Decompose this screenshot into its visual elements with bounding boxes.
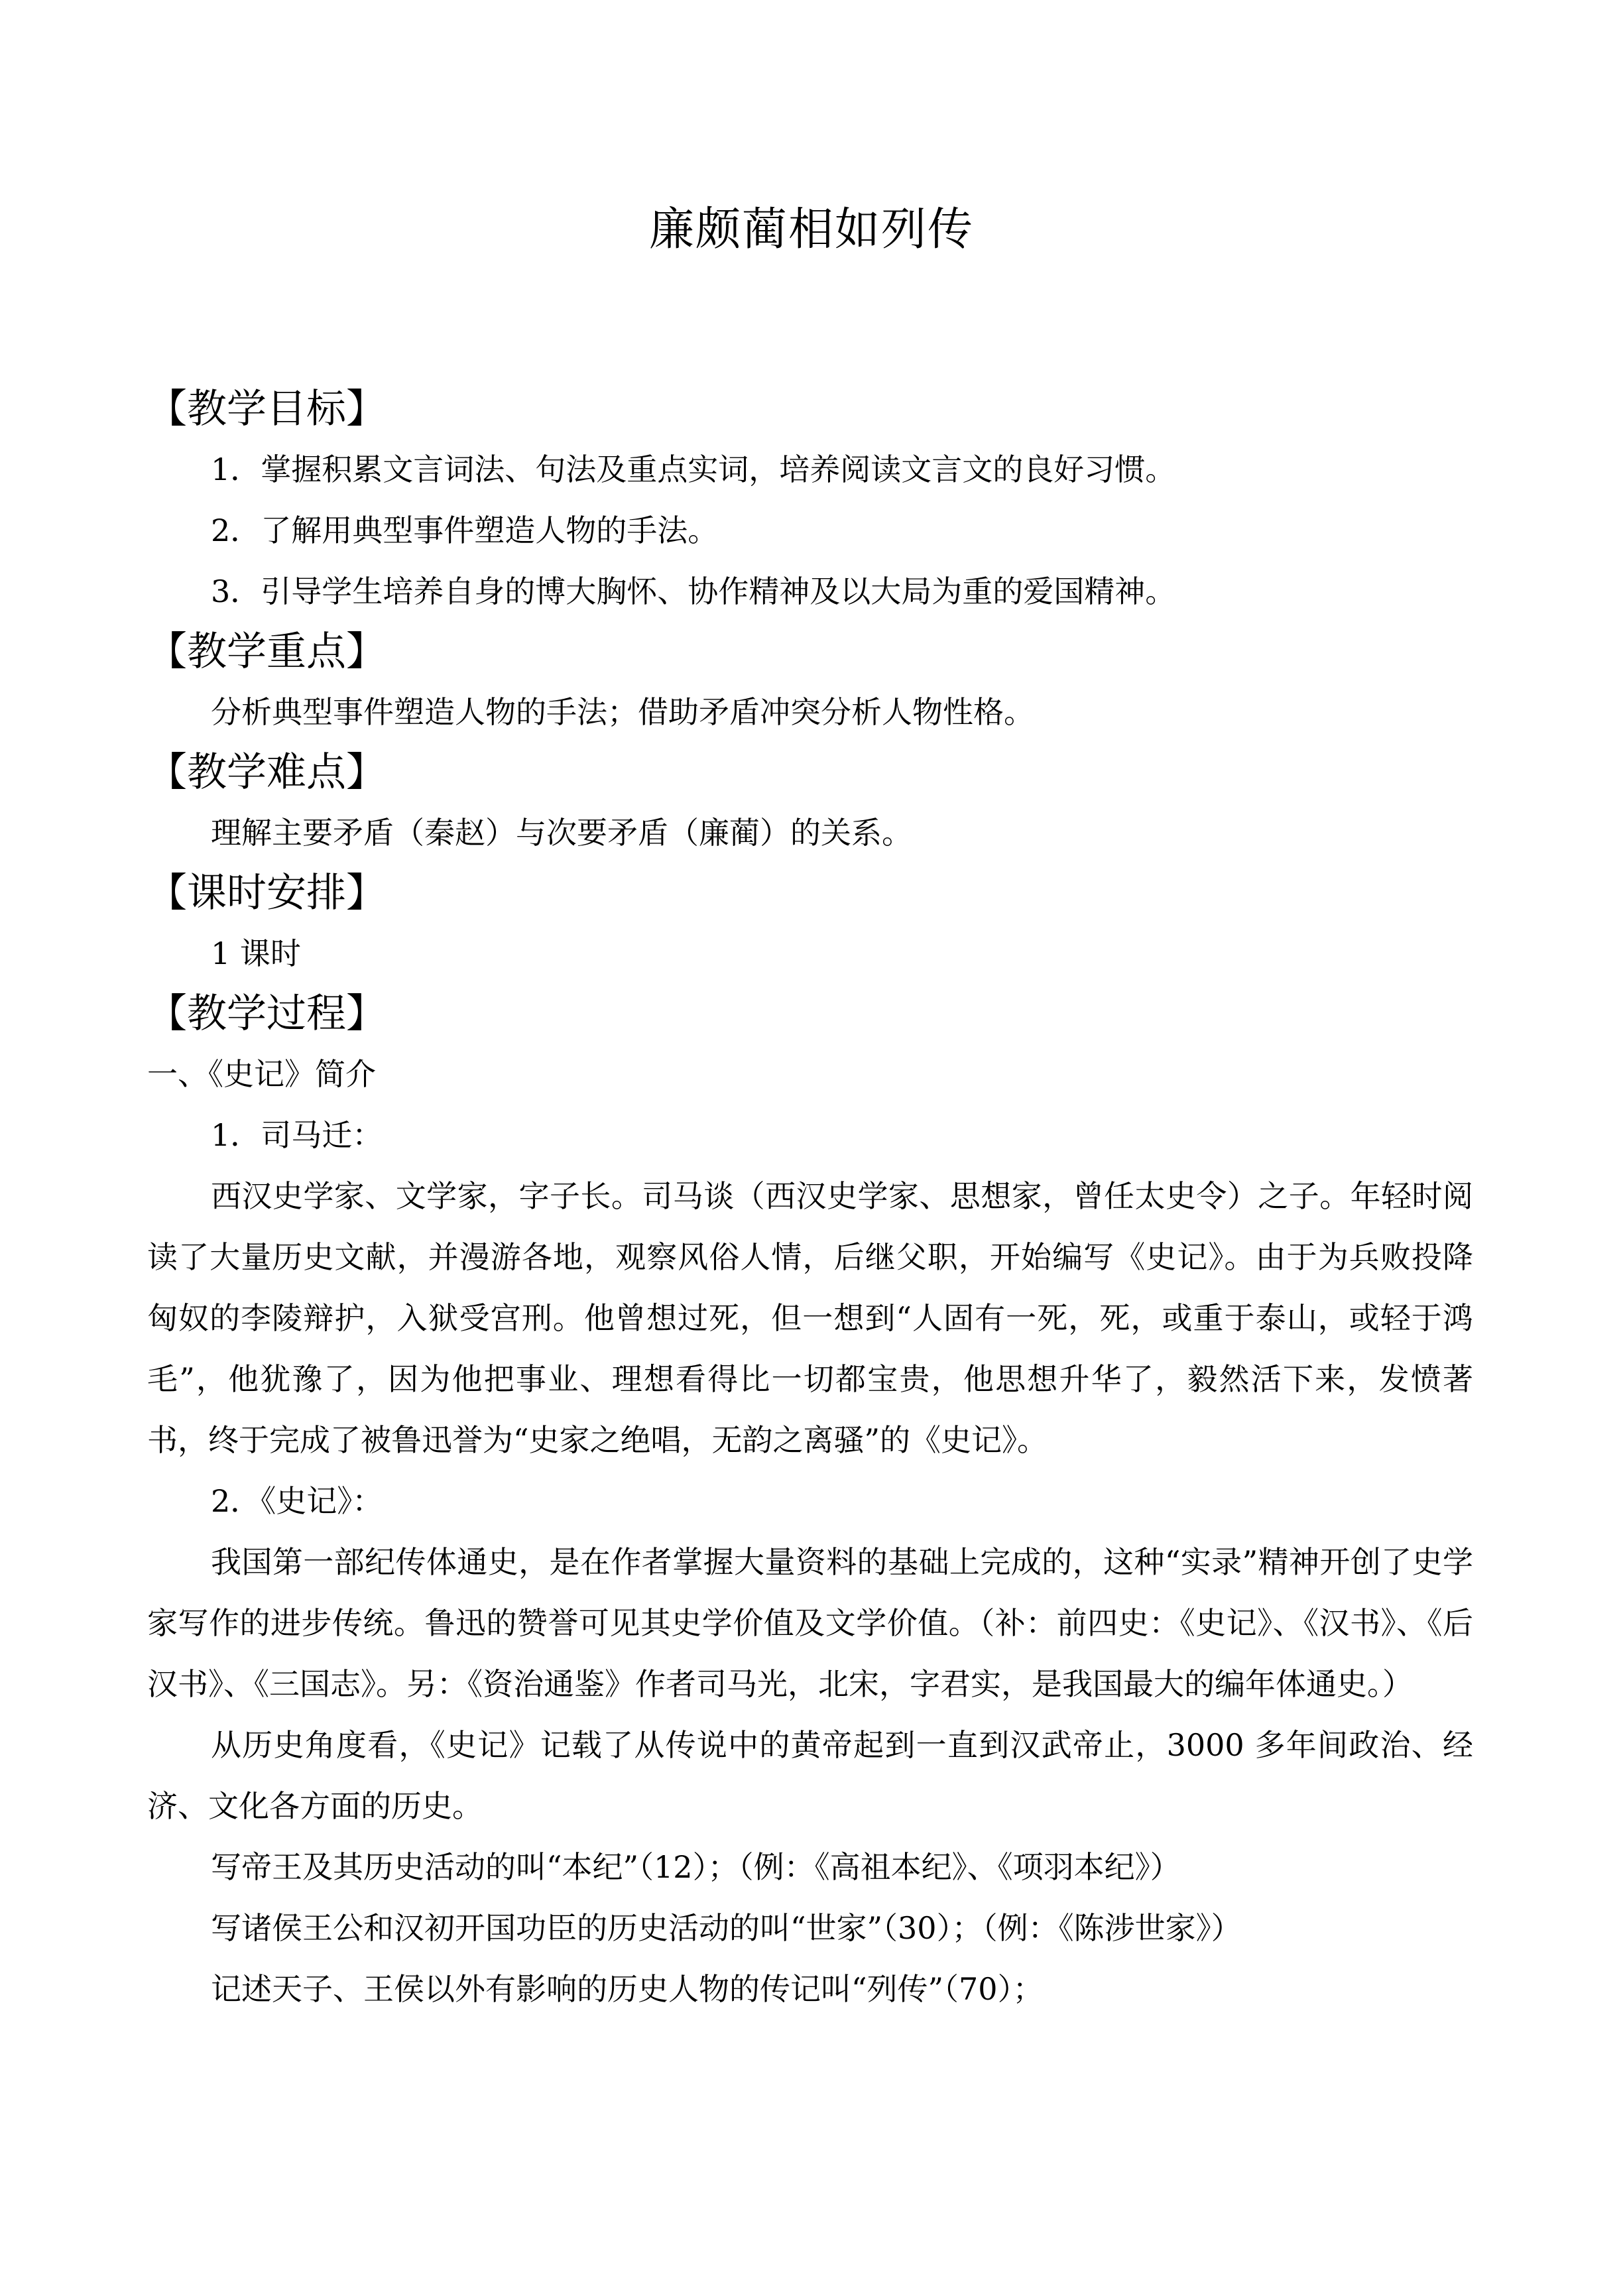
document-body [147, 379, 1473, 2020]
objective-item-1: 1．掌握积累文言词法、句法及重点实词，培养阅读文言文的良好习惯。 [211, 452, 1176, 487]
heading-difficulties: 【教学难点】 [147, 749, 386, 796]
shiji-line-liezhuan: 记述天子、王侯以外有影响的历史人物的传记叫“列传”（70）； [211, 1971, 1044, 2007]
process-part1-title: 一、《史记》简介 [147, 1056, 376, 1092]
difficulties-text: 理解主要矛盾（秦赵）与次要矛盾（廉蔺）的关系。 [211, 815, 912, 851]
shiji-paragraph-1: 我国第一部纪传体通史，是在作者掌握大量资料的基础上完成的，这种“实录”精神开创了史学家写作的进步传统。鲁迅的赞誉可见其史学价值及文学价值。（补：前四史：《史记》、《汉书》、《后汉书》、《三国志》。另：《资治通鉴》作者司马光，北宋，字君实，是我国最大的编年体通史。） [147, 1544, 1473, 1702]
heading-schedule: 【课时安排】 [147, 870, 386, 916]
objective-item-3: 3．引导学生培养自身的博大胸怀、协作精神及以大局为重的爱国精神。 [211, 574, 1176, 609]
document-title: 廉颇蔺相如列传 [648, 204, 974, 256]
heading-key-points: 【教学重点】 [147, 629, 386, 675]
shiji-paragraph-2: 从历史角度看，《史记》记载了从传说中的黄帝起到一直到汉武帝止，3000 多年间政治、经济、文化各方面的历史。 [147, 1727, 1473, 1824]
heading-process: 【教学过程】 [147, 991, 386, 1037]
shiji-subtitle: 2．《史记》： [211, 1483, 383, 1519]
sima-qian-paragraph: 西汉史学家、文学家，字子长。司马谈（西汉史学家、思想家，曾任太史令）之子。年轻时阅读了大量历史文献，并漫游各地，观察风俗人情，后继父职，开始编写《史记》。由于为兵败投降匈奴的李陵辩护，入狱受宫刑。他曾想过死，但一想到“人固有一死，死，或重于泰山，或轻于鸿毛”，他犹豫了，因为他把事业、理想看得比一切都宝贵，他思想升华了，毅然活下来，发愤著书，终于完成了被鲁迅誉为“史家之绝唱，无韵之离骚”的《史记》。 [147, 1178, 1473, 1458]
shiji-line-benji: 写帝王及其历史活动的叫“本纪”（12）；（例：《高祖本纪》、《项羽本纪》） [211, 1849, 1181, 1885]
key-points-text: 分析典型事件塑造人物的手法；借助矛盾冲突分析人物性格。 [211, 694, 1034, 730]
shiji-line-shijia: 写诸侯王公和汉初开国功臣的历史活动的叫“世家”（30）；（例：《陈涉世家》） [211, 1910, 1242, 1946]
sima-qian-subtitle: 1．司马迁： [211, 1117, 383, 1153]
heading-objectives: 【教学目标】 [147, 386, 386, 432]
objective-item-2: 2．了解用典型事件塑造人物的手法。 [211, 513, 719, 548]
schedule-text: 1 课时 [211, 936, 301, 971]
